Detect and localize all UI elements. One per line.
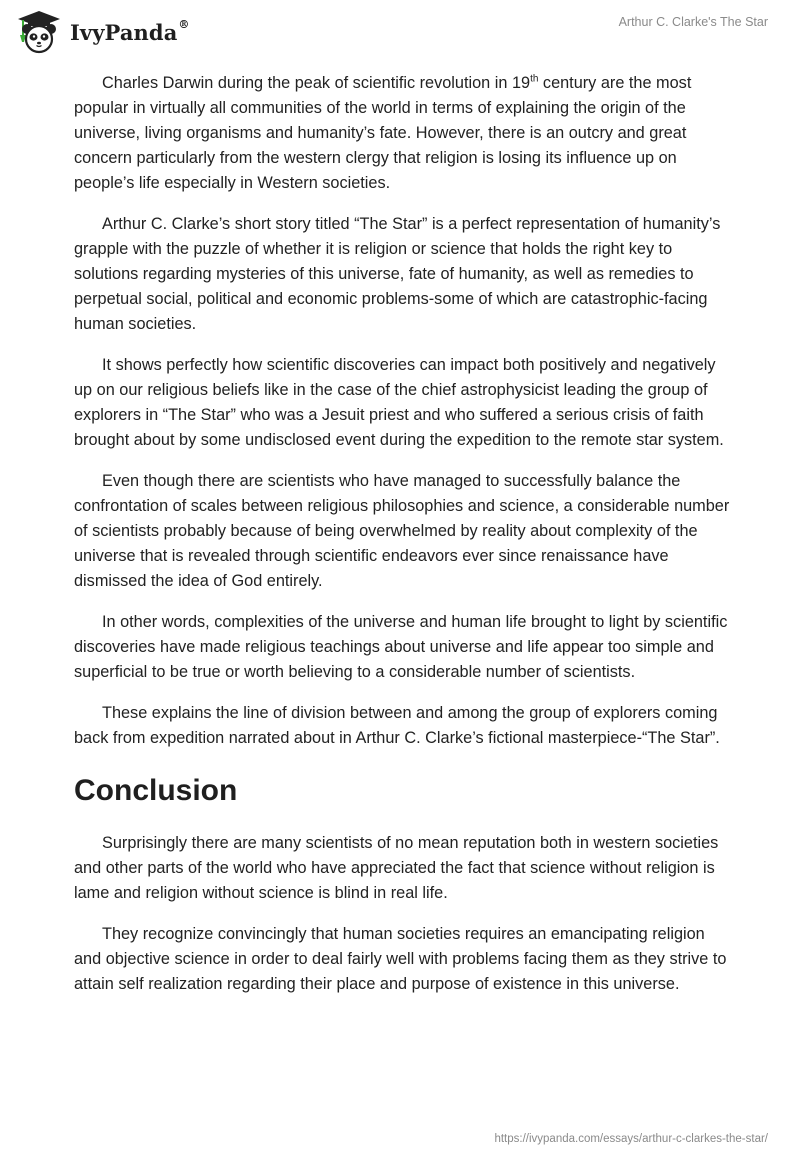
source-url-link[interactable]: https://ivypanda.com/essays/arthur-c-clarkes-the-star/ bbox=[494, 1133, 768, 1145]
panda-graduate-icon bbox=[14, 9, 64, 55]
essay-paragraph: It shows perfectly how scientific discoveries can impact both positively and negatively up on our religious beliefs like in the case of the chief astrophysicist leading the group of explorers in “The Star” who was a Jesuit priest and who suffered a serious crisis of faith brought about by some undisclosed event during the expedition to the remote star system. bbox=[74, 356, 724, 449]
conclusion-heading: Conclusion bbox=[74, 774, 238, 807]
page-header bbox=[0, 0, 800, 66]
conclusion-paragraph: Surprisingly there are many scientists of no mean reputation both in western societies and other parts of the world who have appreciated the fact that science without religion is lame and religion without science is blind in real life. bbox=[74, 834, 719, 902]
essay-paragraph: Charles Darwin during the peak of scientific revolution in 19th century are the most popular in virtually all communities of the world in terms of explaining the origin of the universe, living organisms and humanity’s fate. However, there is an outcry and great concern particularly from the western clergy that religion is losing its influence up on people’s life especially in Western societies. bbox=[74, 73, 692, 192]
document-title: Arthur C. Clarke's The Star bbox=[618, 15, 768, 29]
logo-wordmark: IvyPanda® bbox=[70, 17, 190, 45]
essay-body bbox=[74, 71, 734, 1013]
essay-paragraph: Even though there are scientists who have managed to successfully balance the confrontation of scales between religious philosophies and science, a considerable number of scientists probably because of being overwhelmed by reality about complexity of the universe that is revealed through scientific endeavors ever since renaissance have dismissed the idea of God entirely. bbox=[74, 472, 730, 590]
ivypanda-logo[interactable] bbox=[14, 9, 190, 55]
conclusion-paragraph: They recognize convincingly that human societies requires an emancipating religion and objective science in order to deal fairly well with problems facing them as they strive to attain self realization regarding their place and purpose of existence in this universe. bbox=[74, 925, 727, 993]
essay-paragraph: Arthur C. Clarke’s short story titled “The Star” is a perfect representation of humanity’s grapple with the puzzle of whether it is religion or science that holds the right key to solutions regarding mysteries of this universe, fate of humanity, as well as remedies to perpetual social, political and economic problems-some of which are catastrophic-facing human societies. bbox=[74, 215, 721, 333]
essay-paragraph: In other words, complexities of the universe and human life brought to light by scientific discoveries have made religious teachings about universe and life appear too simple and superficial to be true or worth believing to a considerable number of scientists. bbox=[74, 613, 728, 681]
essay-paragraph: These explains the line of division between and among the group of explorers coming back from expedition narrated about in Arthur C. Clarke’s fictional masterpiece-“The Star”. bbox=[74, 704, 720, 747]
